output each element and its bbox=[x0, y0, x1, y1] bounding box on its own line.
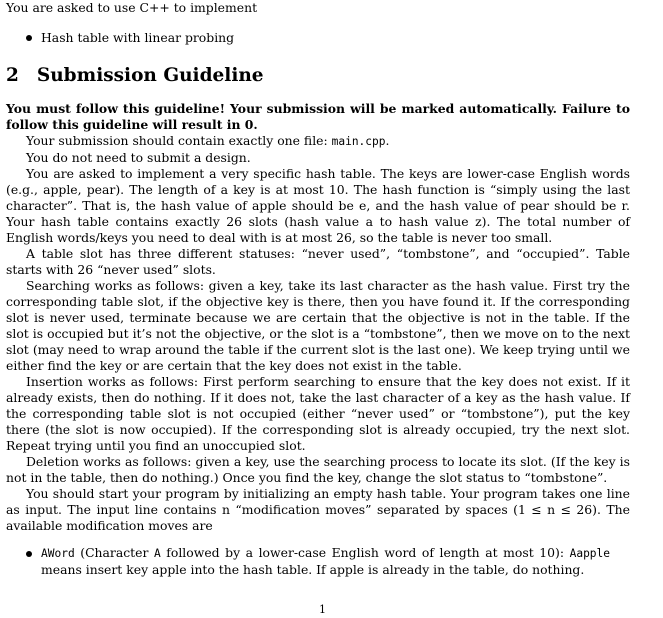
bullet-icon bbox=[26, 551, 32, 557]
paragraph-no-design: You do not need to submit a design. bbox=[26, 150, 251, 165]
code-aword: AWord bbox=[41, 547, 75, 560]
paragraph-slot-statuses: A table slot has three different statuses: “never used”, “tombstone”, and “occupied”. Table starts with 26 “never used” slots. bbox=[6, 246, 630, 277]
section-body bbox=[6, 101, 630, 534]
section-heading bbox=[6, 65, 264, 86]
section-title: Submission Guideline bbox=[36, 65, 264, 86]
code-aapple: Aapple bbox=[569, 547, 611, 560]
intro-text: You are asked to use C++ to implement bbox=[6, 0, 258, 15]
text-fragment: means insert key apple into the hash table. If apple is already in the table, do nothing. bbox=[41, 562, 585, 577]
paragraph-hash-table-spec: You are asked to implement a very specific hash table. The keys are lower-case English words (e.g., apple, pear). The length of a key is at most 10. The hash function is “simply using the last character”. That is, the hash value of apple should be e, and the hash value of pear should be r. Your hash table contains exactly 26 slots (hash value a to hash value z). The total number of English words/keys you need to deal with is at most 26, so the table is never too small. bbox=[6, 166, 630, 245]
file-name: main.cpp bbox=[331, 135, 386, 148]
paragraph-searching: Searching works as follows: given a key, take its last character as the hash value. First try the corresponding table slot, if the objective key is there, then you have found it. If the corresponding slot is never used, terminate because we are certain that the objective is not in the table. If the slot is occupied but it’s not the objective, or the slot is a “tombstone”, then we move on to the next slot (may need to wrap around the table if the current slot is the last one). We keep trying until we either find the key or are certain that the key does not exist in the table. bbox=[6, 278, 630, 373]
warning-paragraph: You must follow this guideline! Your submission will be marked automatically. Failure to follow this guideline will result in 0. bbox=[6, 101, 630, 132]
paragraph-submission-file bbox=[6, 133, 630, 150]
p1-text: Your submission should contain exactly one file: bbox=[26, 133, 332, 148]
page-number: 1 bbox=[319, 603, 326, 616]
bullet-item-hash-table bbox=[26, 30, 234, 46]
bullet-item-insert-move bbox=[26, 545, 610, 578]
bullet-icon bbox=[26, 35, 32, 41]
bullet-text: Hash table with linear probing bbox=[41, 30, 235, 45]
p1-end: . bbox=[385, 133, 390, 148]
paragraph-deletion: Deletion works as follows: given a key, use the searching process to locate its slot. (If the key is not in the table, then do nothing.) Once you find the key, change the slot status to “tombstone”. bbox=[6, 454, 630, 485]
paragraph-input: You should start your program by initializing an empty hash table. Your program takes one line as input. The input line contains n “modification moves” separated by spaces (1 ≤ n ≤ 26). The available modification moves are bbox=[6, 486, 630, 533]
text-fragment: (Character bbox=[74, 545, 154, 560]
section-number: 2 bbox=[6, 65, 19, 86]
paragraph-insertion: Insertion works as follows: First perform searching to ensure that the key does not exist. If it already exists, then do nothing. If it does not, take the last character of a key as the hash value. If the corresponding table slot is not occupied (either “never used” or “tombstone”), put the key there (the slot is now occupied). If the corresponding slot is already occupied, try the next slot. Repeat trying until you find an unoccupied slot. bbox=[6, 374, 630, 453]
code-a: A bbox=[153, 547, 161, 560]
bullet-insert-text bbox=[41, 545, 610, 578]
text-fragment: followed by a lower-case English word of length at most 10): bbox=[160, 545, 570, 560]
